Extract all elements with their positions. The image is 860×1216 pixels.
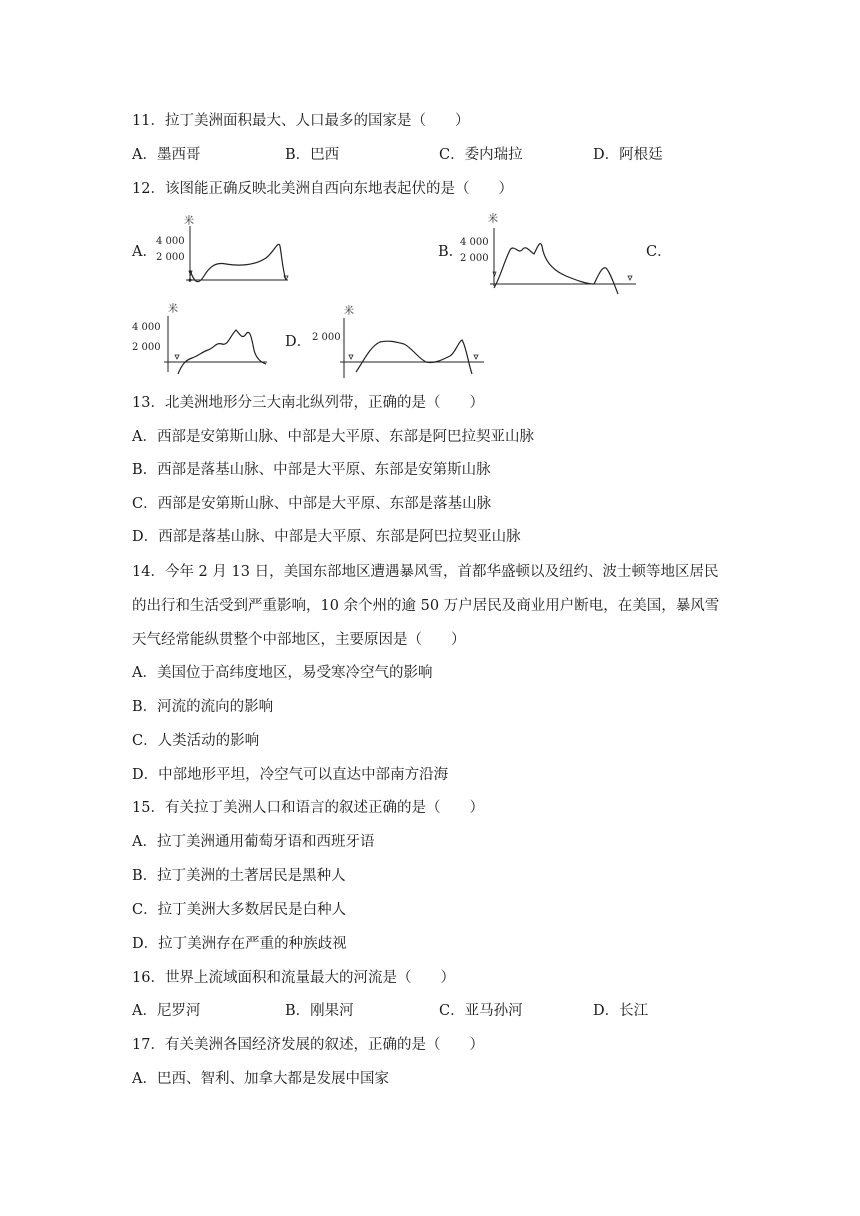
question-12-stem: 12．该图能正确反映北美洲自西向东地表起伏的是（ ） bbox=[132, 181, 513, 197]
question-14-option-c[interactable]: C．人类活动的影响 bbox=[132, 733, 260, 749]
question-14-option-b[interactable]: B．河流的流向的影响 bbox=[132, 699, 274, 715]
question-15-option-c[interactable]: C．拉丁美洲大多数居民是白种人 bbox=[132, 902, 347, 918]
question-16-option-b[interactable]: B．刚果河 bbox=[285, 1003, 354, 1019]
profile-graph-b bbox=[456, 210, 641, 295]
question-11-option-a[interactable]: A．墨西哥 bbox=[132, 147, 201, 163]
question-14-stem-line-3: 天气经常能纵贯整个中部地区，主要原因是（ ） bbox=[132, 632, 466, 648]
graph-b-unit-label: 米 bbox=[488, 214, 498, 225]
graph-a-unit-label: 米 bbox=[184, 216, 194, 227]
question-12-option-d[interactable]: D． bbox=[285, 334, 312, 350]
question-14-stem-line-2: 的出行和生活受到严重影响，10 余个州的逾 50 万户居民及商业用户断电，在美国，暴风雪 bbox=[132, 598, 720, 614]
graph-a-tick-2000: 2 000 bbox=[156, 252, 185, 263]
graph-d-profile-line bbox=[356, 340, 472, 374]
graph-d-sea-level-marker-east bbox=[474, 355, 478, 359]
graph-c-tick-2000: 2 000 bbox=[132, 342, 161, 353]
graph-a-origin-dot bbox=[189, 279, 192, 282]
question-15-stem: 15．有关拉丁美洲人口和语言的叙述正确的是（ ） bbox=[132, 800, 484, 816]
profile-graph-a bbox=[150, 210, 300, 295]
question-12-option-a[interactable]: A． bbox=[132, 244, 157, 260]
profile-graph-d bbox=[308, 302, 488, 382]
graph-d-sea-level-marker-west bbox=[349, 355, 353, 359]
question-15-option-a[interactable]: A．拉丁美洲通用葡萄牙语和西班牙语 bbox=[132, 834, 375, 850]
question-13-option-c[interactable]: C．西部是安第斯山脉、中部是大平原、东部是落基山脉 bbox=[132, 496, 492, 512]
graph-b-tick-2000: 2 000 bbox=[460, 253, 489, 264]
question-16-stem: 16．世界上流域面积和流量最大的河流是（ ） bbox=[132, 970, 455, 986]
question-14-stem-line-1: 14．今年 2 月 13 日，美国东部地区遭遇暴风雪，首都华盛顿以及纽约、波士顿等地区居民 bbox=[132, 564, 719, 580]
question-16-option-d[interactable]: D．长江 bbox=[593, 1003, 649, 1019]
question-11-option-c[interactable]: C．委内瑞拉 bbox=[439, 147, 523, 163]
question-13-option-b[interactable]: B．西部是落基山脉、中部是大平原、东部是安第斯山脉 bbox=[132, 462, 491, 478]
question-17-stem: 17．有关美洲各国经济发展的叙述，正确的是（ ） bbox=[132, 1037, 484, 1053]
question-17-option-a[interactable]: A．巴西、智利、加拿大都是发展中国家 bbox=[132, 1071, 389, 1087]
graph-a-tick-4000: 4 000 bbox=[156, 236, 185, 247]
question-13-option-a[interactable]: A．西部是安第斯山脉、中部是大平原、东部是阿巴拉契亚山脉 bbox=[132, 429, 534, 445]
graph-b-tick-4000: 4 000 bbox=[460, 237, 489, 248]
question-11-stem: 11．拉丁美洲面积最大、人口最多的国家是（ ） bbox=[132, 113, 470, 129]
question-16-option-a[interactable]: A．尼罗河 bbox=[132, 1003, 201, 1019]
question-14-option-d[interactable]: D．中部地形平坦，冷空气可以直达中部南方沿海 bbox=[132, 767, 449, 783]
question-15-option-d[interactable]: D．拉丁美洲存在严重的种族歧视 bbox=[132, 936, 347, 952]
graph-c-sea-level-marker bbox=[175, 355, 179, 359]
graph-a-sea-level-marker-east bbox=[284, 276, 288, 280]
profile-graph-c bbox=[132, 300, 272, 380]
question-12-option-c[interactable]: C． bbox=[646, 244, 672, 260]
question-11-option-b[interactable]: B．巴西 bbox=[285, 147, 340, 163]
question-13-stem: 13．北美洲地形分三大南北纵列带，正确的是（ ） bbox=[132, 395, 484, 411]
question-13-option-d[interactable]: D．西部是落基山脉、中部是大平原、东部是阿巴拉契亚山脉 bbox=[132, 529, 521, 545]
graph-d-unit-label: 米 bbox=[344, 306, 354, 317]
graph-d-tick-2000: 2 000 bbox=[312, 332, 341, 343]
question-14-option-a[interactable]: A．美国位于高纬度地区，易受寒冷空气的影响 bbox=[132, 665, 433, 681]
graph-c-unit-label: 米 bbox=[168, 304, 178, 315]
graph-c-tick-4000: 4 000 bbox=[132, 322, 161, 333]
question-16-option-c[interactable]: C．亚马孙河 bbox=[439, 1003, 523, 1019]
graph-b-sea-level-marker-east bbox=[628, 276, 632, 280]
graph-c-profile-line bbox=[178, 330, 266, 374]
graph-a-profile-line bbox=[190, 244, 286, 281]
question-11-option-d[interactable]: D．阿根廷 bbox=[593, 147, 663, 163]
question-12-option-b[interactable]: B． bbox=[438, 244, 464, 260]
graph-b-profile-line bbox=[494, 244, 618, 294]
question-15-option-b[interactable]: B．拉丁美洲的土著居民是黑种人 bbox=[132, 868, 346, 884]
